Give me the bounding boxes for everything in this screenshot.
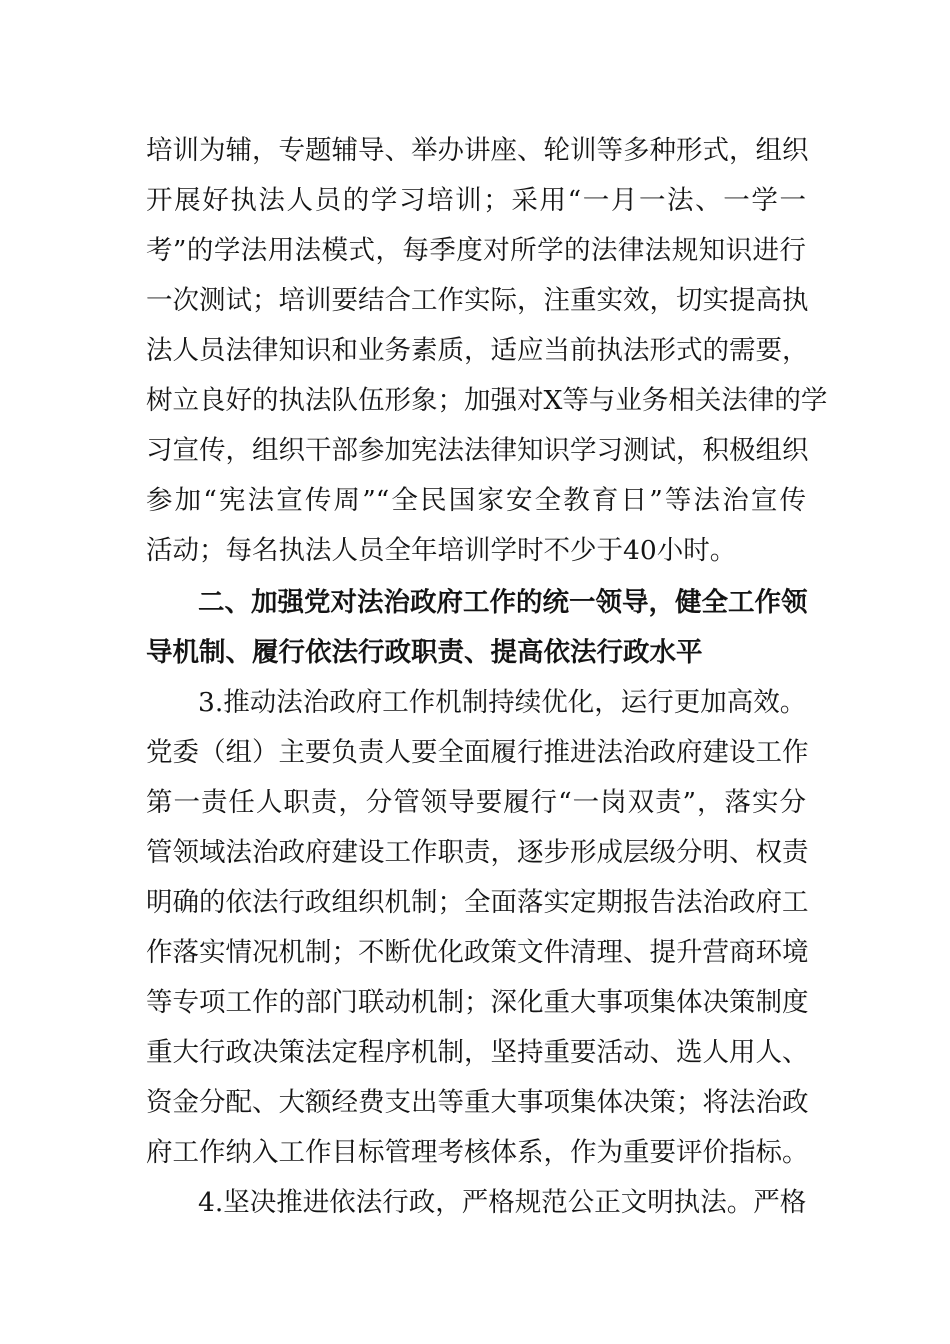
body-text-line: 树立良好的执法队伍形象；加强对X等与业务相关法律的学: [146, 385, 828, 416]
body-text-line: 作落实情况机制；不断优化政策文件清理、提升营商环境: [146, 937, 809, 968]
body-text-line: 党委（组）主要负责人要全面履行推进法治政府建设工作: [146, 737, 809, 768]
body-text-line: 法人员法律知识和业务素质，适应当前执法形式的需要，: [146, 335, 809, 366]
body-text-line: 考”的学法用法模式，每季度对所学的法律法规知识进行: [146, 235, 806, 266]
body-text-line: 府工作纳入工作目标管理考核体系，作为重要评价指标。: [146, 1137, 809, 1168]
body-text-line: 习宣传，组织干部参加宪法法律知识学习测试，积极组织: [146, 435, 809, 466]
body-text-line: 重大行政决策法定程序机制，坚持重要活动、选人用人、: [146, 1037, 809, 1068]
body-text-line: 培训为辅，专题辅导、举办讲座、轮训等多种形式，组织: [146, 135, 809, 166]
section-heading-line: 二、加强党对法治政府工作的统一领导，健全工作领: [198, 587, 808, 618]
subheading-line: 4.坚决推进依法行政，严格规范公正文明执法。严格: [198, 1187, 807, 1218]
body-text-line: 一次测试；培训要结合工作实际，注重实效，切实提高执: [146, 285, 809, 316]
body-text-line: 开展好执法人员的学习培训；采用“一月一法、一学一: [146, 185, 806, 216]
subheading-line: 3.推动法治政府工作机制持续优化，运行更加高效。: [198, 687, 807, 718]
section-heading-line: 导机制、履行依法行政职责、提高依法行政水平: [146, 637, 703, 668]
body-text-line: 活动；每名执法人员全年培训学时不少于40小时。: [146, 535, 737, 566]
body-text-line: 资金分配、大额经费支出等重大事项集体决策；将法治政: [146, 1087, 809, 1118]
body-text-line: 参加“宪法宣传周”“全民国家安全教育日”等法治宣传: [146, 485, 806, 516]
body-text-line: 等专项工作的部门联动机制；深化重大事项集体决策制度: [146, 987, 809, 1018]
body-text-line: 管领域法治政府建设工作职责，逐步形成层级分明、权责: [146, 837, 809, 868]
body-text-line: 明确的依法行政组织机制；全面落实定期报告法治政府工: [146, 887, 809, 918]
body-text-line: 第一责任人职责，分管领导要履行“一岗双责”，落实分: [146, 787, 806, 818]
